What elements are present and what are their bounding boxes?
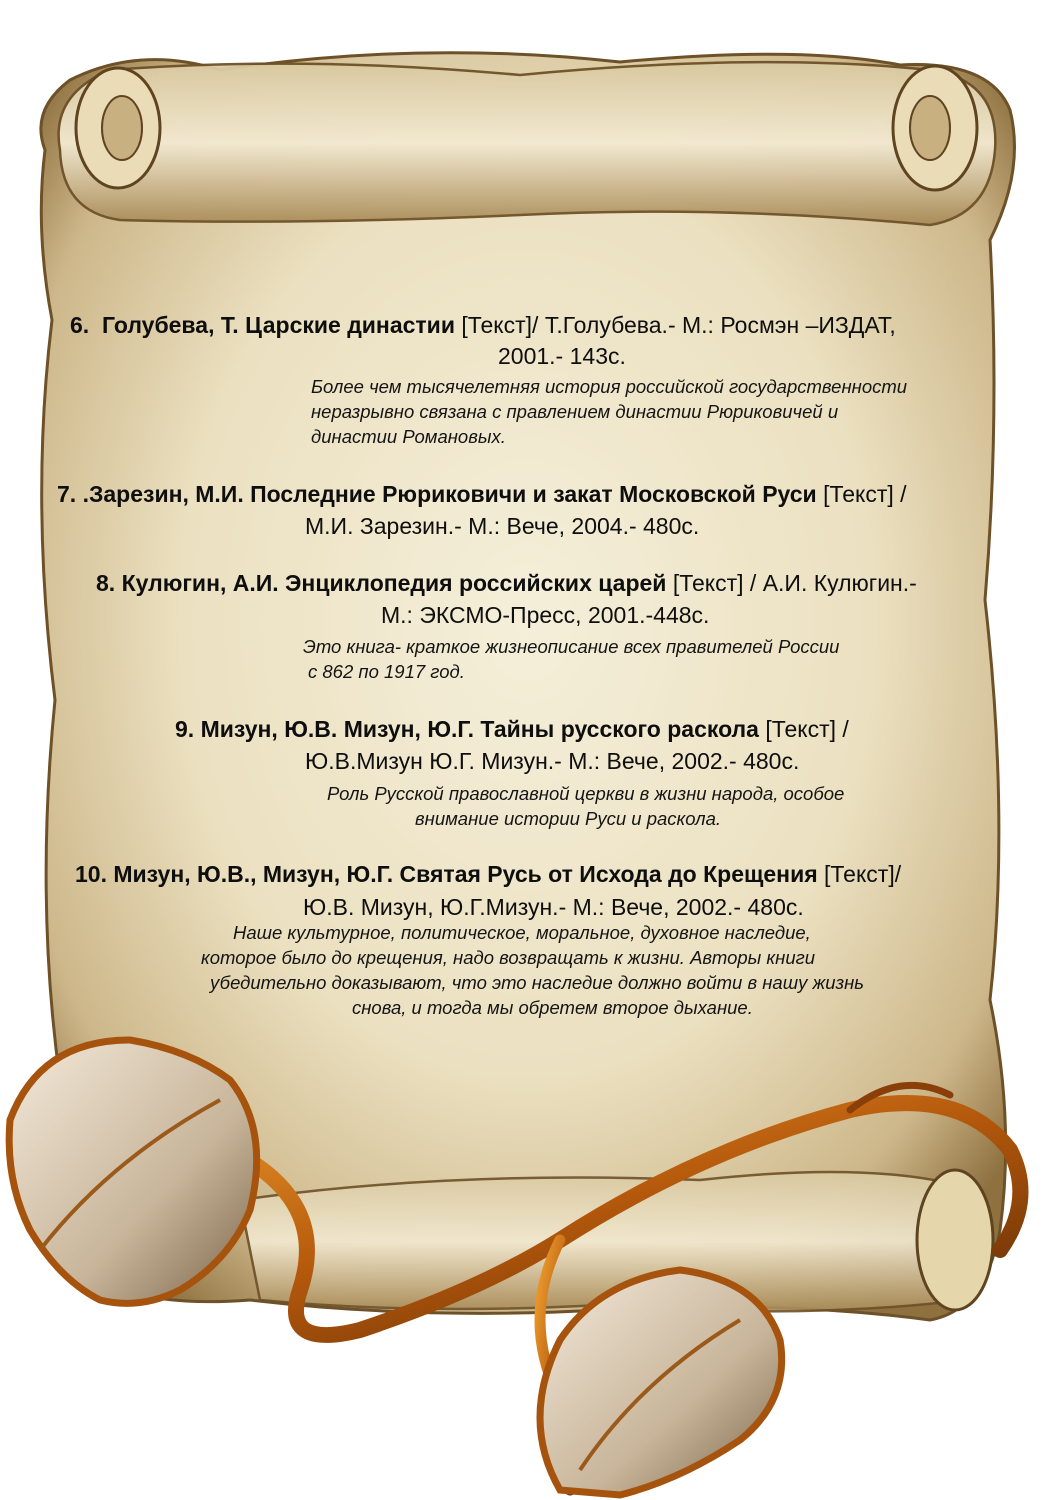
entry-7-line-2: М.И. Зарезин.- М.: Вече, 2004.- 480с.	[305, 513, 700, 539]
entry-8-line-2: М.: ЭКСМО-Пресс, 2001.-448с.	[381, 602, 710, 628]
entry-6-publication: [Текст]/ Т.Голубева.- М.: Росмэн –ИЗДАТ,	[454, 312, 896, 338]
entry-8-note-line-1: Это книга- краткое жизнеописание всех правителей России	[303, 636, 840, 657]
entry-8-number: 8.	[96, 570, 116, 596]
entry-9-title: Мизун, Ю.В. Мизун, Ю.Г. Тайны русского раскола	[200, 716, 759, 742]
entry-6-line-2: 2001.- 143с.	[498, 343, 626, 369]
entry-6-note-line-1: Более чем тысячелетняя история российской государственности	[311, 376, 908, 397]
entry-9-line-2: Ю.В.Мизун Ю.Г. Мизун.- М.: Вече, 2002.- 480с.	[305, 748, 800, 774]
entry-10-line-2: Ю.В. Мизун, Ю.Г.Мизун.- М.: Вече, 2002.- 480с.	[303, 894, 804, 920]
entry-9-note-line-1: Роль Русской православной церкви в жизни народа, особое	[327, 783, 845, 804]
entry-10-number: 10.	[75, 861, 107, 887]
bottom-roll-right-end	[917, 1170, 993, 1310]
entry-6-number: 6.	[70, 312, 90, 338]
entry-10-line-1	[75, 859, 901, 889]
top-roll-right-core	[910, 96, 950, 160]
top-roll-left-core	[102, 96, 142, 160]
entry-10-note-line-2: которое было до крещения, надо возвращать к жизни. Авторы книги	[201, 947, 816, 968]
entry-10-publication: [Текст]/	[817, 861, 902, 887]
entry-9-number: 9.	[175, 716, 195, 742]
entry-6-title: Голубева, Т. Царские династии	[101, 312, 455, 338]
entry-6-line-1	[70, 310, 896, 340]
entry-8-note-line-2: с 862 по 1917 год.	[308, 661, 465, 682]
entry-6-note-line-2: неразрывно связана с правлением династии Рюриковичей и	[311, 401, 839, 422]
entry-10-note-line-1: Наше культурное, политическое, моральное, духовное наследие,	[233, 922, 811, 943]
entry-8-title: Кулюгин, А.И. Энциклопедия российских царей	[121, 570, 667, 596]
entry-9-publication: [Текст] /	[758, 716, 849, 742]
entry-9-note-line-2: внимание истории Руси и раскола.	[415, 808, 722, 829]
top-scroll-roll	[59, 62, 996, 225]
entry-10-note-line-3: убедительно доказывают, что это наследие должно войти в нашу жизнь	[210, 972, 864, 993]
entry-7-publication: [Текст] /	[816, 481, 907, 507]
entry-7-line-1	[57, 479, 907, 509]
entry-10-note-line-4: снова, и тогда мы обретем второе дыхание.	[352, 997, 753, 1018]
entry-6-note-line-3: династии Романовых.	[311, 426, 506, 447]
entry-9-line-1	[175, 714, 849, 744]
entry-8-publication: [Текст] / А.И. Кулюгин.-	[666, 570, 917, 596]
entry-10-title: Мизун, Ю.В., Мизун, Ю.Г. Святая Русь от Исхода до Крещения	[113, 861, 818, 887]
entry-8-line-1	[96, 568, 917, 598]
entry-7-title: .Зарезин, М.И. Последние Рюриковичи и закат Московской Руси	[82, 481, 817, 507]
entry-7-number: 7.	[57, 481, 77, 507]
